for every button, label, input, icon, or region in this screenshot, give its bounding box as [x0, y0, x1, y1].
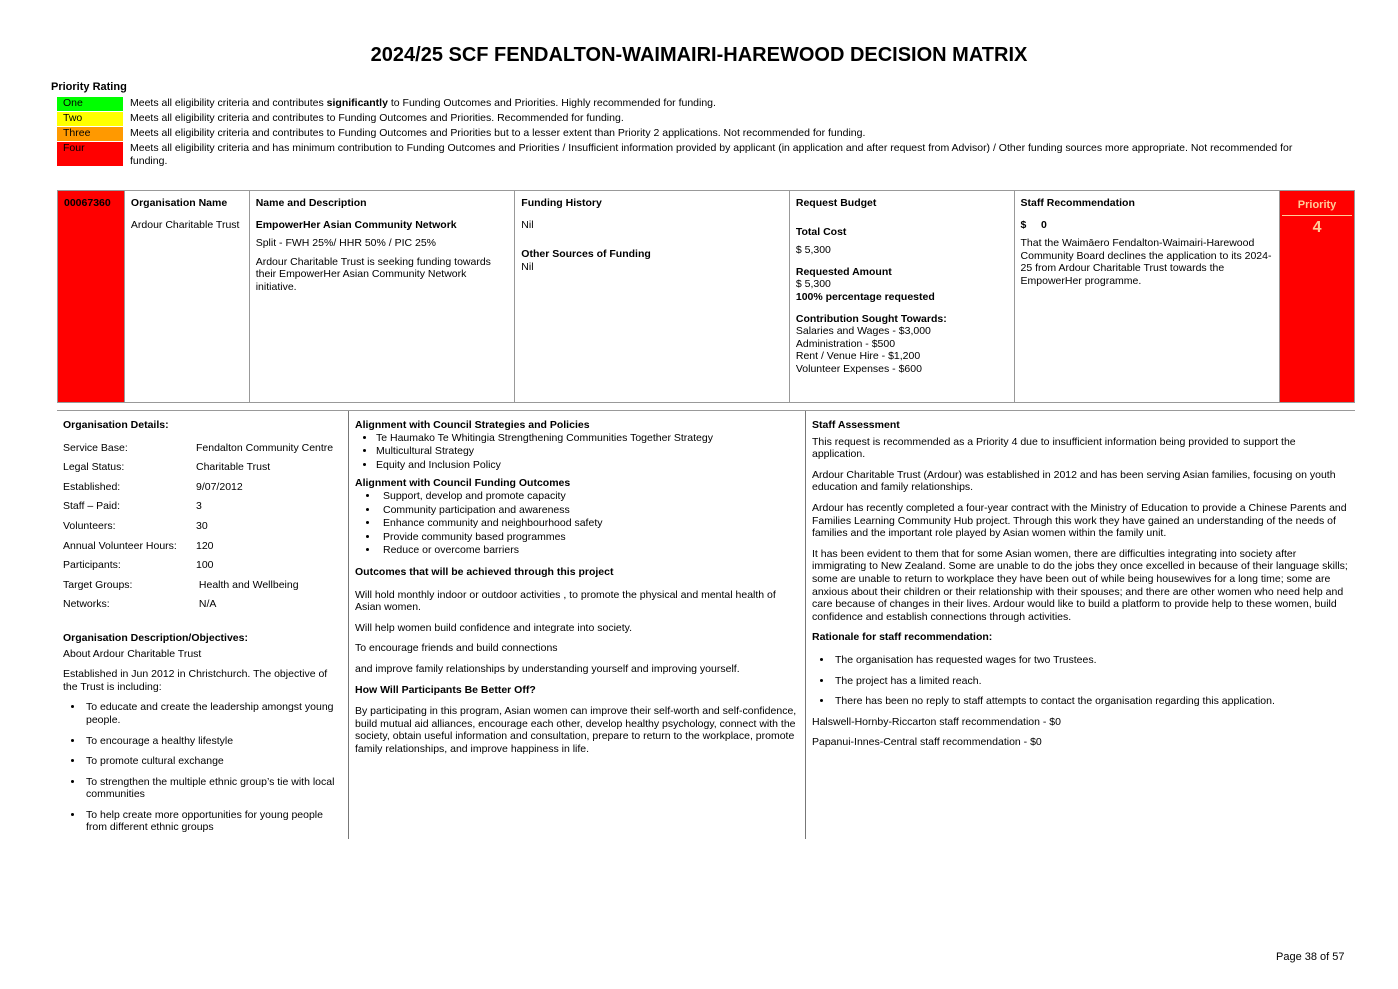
rationale-item: • There has been no reply to staff attempts to contact the organisation regarding this application.	[833, 695, 1349, 708]
other-recommendation: Halswell-Hornby-Riccarton staff recommendation - $0	[812, 715, 1061, 728]
other-recommendation: Papanui-Innes-Central staff recommendation - $0	[812, 736, 1042, 749]
org-detail-row	[63, 559, 342, 572]
better-off-heading: How Will Participants Be Better Off?	[355, 683, 536, 696]
priority-swatch-three: Three	[57, 127, 123, 141]
achieved-item: Will help women build confidence and integrate into society.	[355, 621, 633, 634]
priority-header: Priority	[1282, 199, 1352, 216]
other-sources-value: Nil	[521, 260, 534, 273]
organisation-details-section	[57, 411, 349, 839]
achieved-heading: Outcomes that will be achieved through this project	[355, 565, 614, 578]
outcome-item: • Enhance community and neighbourhood safety	[379, 517, 799, 530]
outcomes-heading: Alignment with Council Funding Outcomes	[355, 477, 571, 490]
better-off-text: By participating in this program, Asian women can improve their self-worth and self-confidence, build mutual aid alliances, encourage each other, develop healthy psychology, connect with the society, obtain useful information and consultation, prepare to return to the workplace, promote family relationships, and improve happiness in life.	[355, 705, 797, 755]
rationale-item: • The organisation has requested wages for two Trustees.	[833, 654, 1349, 667]
org-detail-key: Participants:	[63, 559, 121, 572]
contribution-list	[796, 325, 1008, 375]
staff-recommendation-cell	[1015, 191, 1281, 402]
org-detail-value: N/A	[196, 598, 217, 611]
org-detail-value: Charitable Trust	[196, 461, 271, 474]
priority-rating-row	[57, 112, 1307, 126]
org-detail-row	[63, 500, 342, 513]
org-detail-key: Service Base:	[63, 441, 128, 454]
funding-history-value: Nil	[521, 218, 534, 231]
project-name: EmpowerHer Asian Community Network	[255, 218, 457, 231]
strategy-item: • Te Haumako Te Whitingia Strengthening Communities Together Strategy	[376, 432, 799, 445]
page-number: Page 38 of 57	[1276, 951, 1345, 963]
request-budget-cell	[790, 191, 1015, 402]
contribution-item: Volunteer Expenses - $600	[795, 362, 922, 375]
org-detail-value: 100	[196, 559, 214, 572]
assessment-paragraph: It has been evident to them that for some Asian women, there are difficulties integrating into society after immigrating to New Zealand. Some are unable to do the jobs they once excelled in because of their language skills; some are unable to return to workplace they have been out of while being housewives for a long time; some are anxious about their children or their relationship with their spouses; and there are other women who need help and care because of changes in their lives. Ardour would like to build a platform to provide help to these women, build confidence and establish connections through activities.	[812, 547, 1348, 623]
application-id: 00067360	[58, 191, 125, 402]
about-organisation: About Ardour Charitable Trust	[63, 647, 202, 660]
achieved-item: and improve family relationships by understanding yourself and improving yourself.	[355, 662, 740, 675]
contribution-label: Contribution Sought Towards:	[795, 312, 947, 325]
org-detail-row	[63, 442, 342, 455]
request-budget-header: Request Budget	[795, 197, 877, 209]
outcome-item: • Support, develop and promote capacity	[379, 490, 799, 503]
priority-swatch-two: Two	[57, 112, 123, 126]
funding-split: Split - FWH 25%/ HHR 50% / PIC 25%	[255, 237, 437, 250]
org-detail-key: Established:	[63, 480, 121, 493]
org-detail-key: Target Groups:	[63, 578, 133, 591]
objective-item: • To help create more opportunities for young people from different ethnic groups	[84, 809, 342, 834]
objective-item: • To encourage a healthy lifestyle	[84, 735, 342, 748]
priority-description: Meets all eligibility criteria and contributes to Funding Outcomes and Priorities but to a lesser extent than Priority 2 applications. Not recommended for funding.	[130, 127, 866, 139]
objectives-list	[63, 701, 342, 834]
priority-value: 4	[1312, 219, 1322, 237]
page-title: 2024/25 SCF FENDALTON-WAIMAIRI-HAREWOOD DECISION MATRIX	[370, 44, 1028, 66]
application-summary-table	[57, 190, 1355, 403]
priority-rating-legend	[57, 97, 1307, 167]
outcomes-list	[355, 490, 799, 557]
org-detail-value: Health and Wellbeing	[196, 578, 299, 591]
priority-rating-row	[57, 97, 1307, 111]
org-detail-key: Staff – Paid:	[63, 500, 121, 513]
outcome-item: • Community participation and awareness	[379, 504, 799, 517]
org-detail-key: Legal Status:	[63, 461, 125, 474]
funding-history-header: Funding History	[521, 197, 602, 209]
objective-item: • To promote cultural exchange	[84, 755, 342, 768]
staff-recommendation-amount: $ 0	[1020, 218, 1047, 231]
priority-rating-heading: Priority Rating	[51, 81, 127, 93]
priority-rating-row	[57, 127, 1307, 141]
priority-description: Meets all eligibility criteria and contributes significantly to Funding Outcomes and Priorities. Highly recommended for funding.	[130, 97, 716, 109]
priority-rating-row	[57, 142, 1307, 167]
priority-description: Meets all eligibility criteria and has minimum contribution to Funding Outcomes and Priorities / Insufficient information provided by applicant (in application and after request from Advisor) / Other funding sources more appropriate. Not recommended for funding.	[130, 142, 1293, 167]
org-detail-row	[63, 540, 342, 553]
organisation-details-heading: Organisation Details:	[63, 419, 169, 431]
assessment-paragraph: This request is recommended as a Priority 4 due to insufficient information being provided to support the application.	[812, 435, 1296, 461]
objective-item: • To strengthen the multiple ethnic group’s tie with local communities	[84, 776, 342, 801]
org-detail-key: Volunteers:	[63, 519, 116, 532]
contribution-item: Salaries and Wages - $3,000	[795, 325, 931, 338]
outcome-item: • Provide community based programmes	[379, 531, 799, 544]
staff-assessment-section	[806, 411, 1355, 839]
org-detail-row	[63, 579, 342, 592]
organisation-details-list	[63, 442, 342, 611]
staff-assessment-heading: Staff Assessment	[812, 419, 900, 431]
staff-recommendation-header: Staff Recommendation	[1020, 197, 1135, 209]
strategies-list	[355, 432, 799, 472]
strategy-item: • Multicultural Strategy	[376, 445, 799, 458]
org-detail-key: Annual Volunteer Hours:	[63, 539, 177, 552]
organisation-name-header: Organisation Name	[130, 197, 228, 209]
org-detail-value: 9/07/2012	[196, 480, 243, 493]
project-description: Ardour Charitable Trust is seeking funding towards their EmpowerHer Asian Community Network initiative.	[255, 255, 491, 293]
established-text: Established in Jun 2012 in Christchurch. The objective of the Trust is including:	[63, 668, 328, 693]
alignment-section	[349, 411, 806, 839]
org-detail-row	[63, 598, 342, 611]
total-cost-label: Total Cost	[795, 225, 847, 238]
rationale-heading: Rationale for staff recommendation:	[812, 631, 993, 644]
organisation-name: Ardour Charitable Trust	[130, 218, 240, 231]
percentage-requested: 100% percentage requested	[795, 290, 935, 303]
objective-item: • To educate and create the leadership amongst young people.	[84, 701, 342, 726]
priority-swatch-four: Four	[57, 142, 123, 166]
requested-amount-label: Requested Amount	[795, 265, 892, 278]
rationale-list	[812, 654, 1349, 708]
priority-cell	[1280, 191, 1354, 402]
contribution-item: Rent / Venue Hire - $1,200	[795, 350, 921, 363]
funding-history-cell	[515, 191, 790, 402]
assessment-paragraphs	[812, 436, 1349, 624]
org-detail-row	[63, 520, 342, 533]
priority-swatch-one: One	[57, 97, 123, 111]
total-cost-value: $ 5,300	[795, 244, 831, 257]
contribution-item: Administration - $500	[795, 337, 896, 350]
other-recommendations	[812, 716, 1349, 749]
strategies-heading: Alignment with Council Strategies and Policies	[355, 419, 590, 431]
achieved-list	[355, 589, 799, 676]
achieved-item: Will hold monthly indoor or outdoor activities , to promote the physical and mental health of Asian women.	[355, 588, 776, 614]
name-description-cell	[250, 191, 516, 402]
org-detail-value: 30	[196, 519, 208, 532]
assessment-paragraph: Ardour Charitable Trust (Ardour) was established in 2012 and has been serving Asian families, focusing on youth education and family relationships.	[812, 468, 1336, 494]
org-detail-key: Networks:	[63, 598, 110, 611]
org-detail-value: 120	[196, 539, 214, 552]
organisation-name-cell	[125, 191, 250, 402]
other-sources-header: Other Sources of Funding	[521, 248, 651, 261]
name-description-header: Name and Description	[255, 197, 367, 209]
staff-recommendation-text: That the Waimāero Fendalton-Waimairi-Harewood Community Board declines the application to its 2024-25 from Ardour Charitable Trust towards the EmpowerHer programme.	[1020, 237, 1272, 287]
priority-description: Meets all eligibility criteria and contributes to Funding Outcomes and Priorities. Recommended for funding.	[130, 112, 624, 124]
assessment-paragraph: Ardour has recently completed a four-year contract with the Ministry of Education to provide a Chinese Parents and Families Learning Community Hub project. Through this work they have gained an understanding of the needs of families and the important role played by Asian women within the family unit.	[812, 501, 1347, 540]
outcome-item: • Reduce or overcome barriers	[379, 544, 799, 557]
strategy-item: • Equity and Inclusion Policy	[376, 459, 799, 472]
organisation-description-heading: Organisation Description/Objectives:	[63, 631, 248, 644]
requested-amount-value: $ 5,300	[795, 278, 831, 291]
rationale-item: • The project has a limited reach.	[833, 675, 1349, 688]
org-detail-value: 3	[196, 500, 202, 513]
org-detail-row	[63, 461, 342, 474]
org-detail-row	[63, 481, 342, 494]
achieved-item: To encourage friends and build connections	[355, 642, 558, 655]
org-detail-value: Fendalton Community Centre	[196, 441, 334, 454]
